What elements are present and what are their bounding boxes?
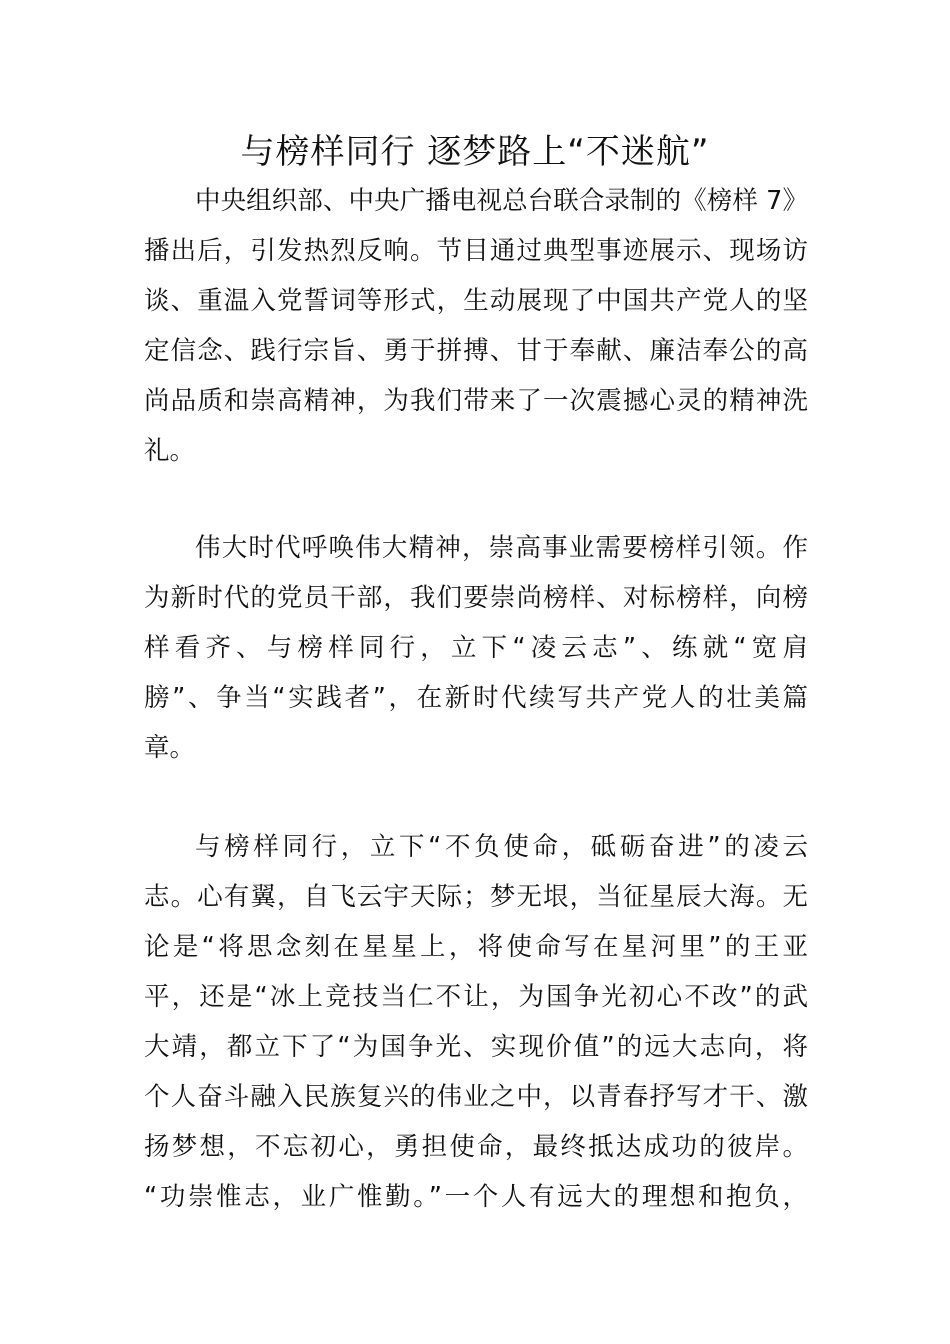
paragraph-1 — [144, 176, 808, 476]
document-title: 与榜样同行 逐梦路上“不迷航” — [240, 132, 710, 172]
paragraph-line: “功崇惟志，业广惟勤。”一个人有远大的理想和抱负， — [144, 1182, 808, 1212]
paragraph-line: 伟大时代呼唤伟大精神，崇高事业需要榜样引领。作 — [195, 533, 808, 563]
paragraph-line: 论是“将思念刻在星星上，将使命写在星河里”的王亚 — [144, 932, 808, 962]
paragraph-line: 大靖，都立下了“为国争光、实现价值”的远大志向，将 — [144, 1032, 808, 1062]
paragraph-line: 礼。 — [144, 436, 196, 466]
paragraph-line: 膀”、争当“实践者”，在新时代续写共产党人的壮美篇 — [144, 683, 808, 713]
paragraph-line: 谈、重温入党誓词等形式，生动展现了中国共产党人的坚 — [144, 286, 808, 316]
paragraph-line: 扬梦想，不忘初心，勇担使命，最终抵达成功的彼岸。 — [144, 1132, 808, 1162]
paragraph-line: 尚品质和崇高精神，为我们带来了一次震撼心灵的精神洗 — [144, 386, 808, 416]
paragraph-line: 个人奋斗融入民族复兴的伟业之中，以青春抒写才干、激 — [144, 1082, 808, 1112]
paragraph-line: 播出后，引发热烈反响。节目通过典型事迹展示、现场访 — [144, 236, 808, 266]
paragraph-line: 章。 — [144, 733, 196, 763]
paragraph-line: 为新时代的党员干部，我们要崇尚榜样、对标榜样，向榜 — [144, 583, 808, 613]
paragraph-line: 平，还是“冰上竞技当仁不让，为国争光初心不改”的武 — [144, 982, 808, 1012]
paragraph-2 — [144, 523, 808, 773]
paragraph-line: 定信念、践行宗旨、勇于拼搏、甘于奉献、廉洁奉公的高 — [144, 336, 808, 366]
paragraph-line: 中央组织部、中央广播电视总台联合录制的《榜样 7》 — [195, 186, 808, 216]
paragraph-line: 与榜样同行，立下“不负使命，砥砺奋进”的凌云 — [195, 832, 808, 862]
paragraph-line: 样看齐、与榜样同行，立下“凌云志”、练就“宽肩 — [144, 633, 808, 663]
paragraph-3 — [144, 822, 808, 1222]
paragraph-line: 志。心有翼，自飞云宇天际；梦无垠，当征星辰大海。无 — [144, 882, 808, 912]
